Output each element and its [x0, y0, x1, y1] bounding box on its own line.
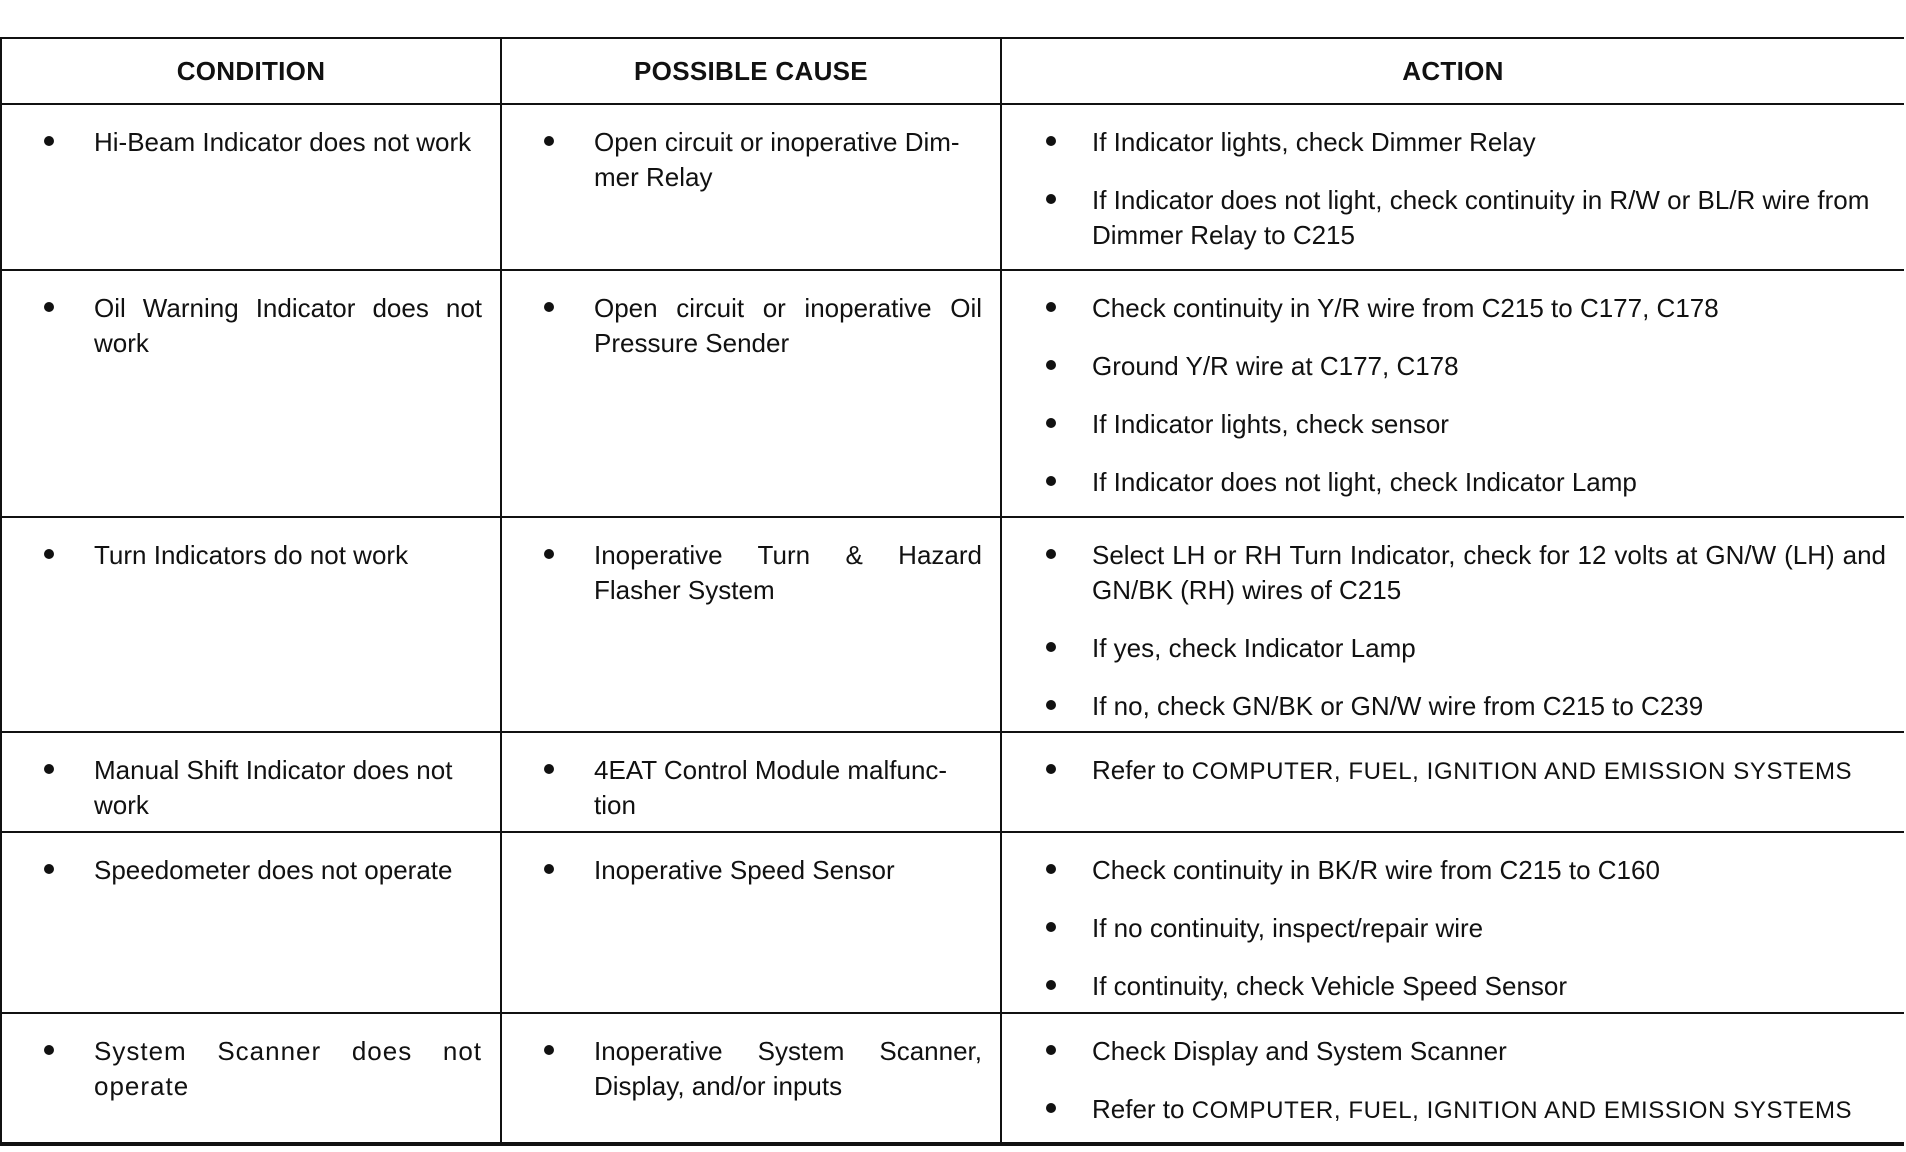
header-action: ACTION	[1002, 39, 1904, 105]
list-item	[1002, 753, 1904, 789]
action-cell	[1002, 271, 1904, 518]
bullet-icon	[1046, 418, 1056, 428]
bullet-icon	[544, 1045, 554, 1055]
condition-text: Speedometer does not operate	[94, 855, 453, 885]
cause-cell	[502, 271, 1002, 518]
bullet-icon	[1046, 864, 1056, 874]
list-item	[1002, 465, 1904, 500]
bullet-icon	[1046, 764, 1056, 774]
bullet-icon	[1046, 194, 1056, 204]
bullet-icon	[1046, 302, 1056, 312]
list-item	[1002, 1034, 1904, 1069]
list-item	[1002, 1092, 1904, 1128]
action-cell	[1002, 833, 1904, 1014]
section-reference: COMPUTER, FUEL, IGNITION AND EMISSION SYSTEMS	[1191, 1097, 1853, 1124]
header-possible-cause: POSSIBLE CAUSE	[502, 39, 1002, 105]
list-item	[1002, 125, 1904, 160]
action-text: If Indicator does not light, check Indicator Lamp	[1092, 467, 1637, 497]
cause-cell	[502, 833, 1002, 1014]
list-item	[502, 291, 1000, 361]
action-text: Ground Y/R wire at C177, C178	[1092, 351, 1459, 381]
condition-cell	[0, 833, 502, 1014]
action-text: If yes, check Indicator Lamp	[1092, 633, 1416, 663]
cause-cell	[502, 733, 1002, 833]
list-item	[1002, 689, 1904, 724]
action-cell	[1002, 1014, 1904, 1146]
bullet-icon	[44, 764, 54, 774]
cause-text: Inoperative System Scanner, Display, and/or inputs	[594, 1036, 982, 1101]
bullet-icon	[1046, 360, 1056, 370]
condition-text: Turn Indicators do not work	[94, 540, 409, 570]
bullet-icon	[44, 549, 54, 559]
list-item	[2, 1034, 500, 1104]
list-item	[2, 753, 500, 823]
condition-cell	[0, 271, 502, 518]
bullet-icon	[1046, 1103, 1056, 1113]
bullet-icon	[544, 136, 554, 146]
section-reference: COMPUTER, FUEL, IGNITION AND EMISSION SYSTEMS	[1191, 758, 1853, 785]
bullet-icon	[544, 549, 554, 559]
list-item	[502, 853, 1000, 888]
action-cell	[1002, 105, 1904, 271]
bullet-icon	[544, 864, 554, 874]
list-item	[2, 853, 500, 888]
bullet-icon	[544, 764, 554, 774]
list-item	[502, 125, 1000, 195]
condition-cell	[0, 733, 502, 833]
bullet-icon	[544, 302, 554, 312]
action-cell	[1002, 733, 1904, 833]
cause-cell	[502, 1014, 1002, 1146]
list-item	[502, 753, 1000, 823]
bullet-icon	[1046, 1045, 1056, 1055]
action-text: Refer to	[1092, 755, 1185, 785]
condition-text: Hi-Beam Indicator does not work	[94, 127, 472, 157]
bullet-icon	[1046, 476, 1056, 486]
list-item	[1002, 349, 1904, 384]
bullet-icon	[44, 864, 54, 874]
bullet-icon	[1046, 700, 1056, 710]
list-item	[1002, 183, 1904, 253]
bullet-icon	[1046, 549, 1056, 559]
condition-text: Manual Shift Indicator does not work	[94, 755, 453, 820]
condition-cell	[0, 105, 502, 271]
list-item	[2, 125, 500, 160]
action-cell	[1002, 518, 1904, 733]
cause-text: Inoperative Turn & Hazard Flasher System	[594, 540, 982, 605]
bullet-icon	[1046, 980, 1056, 990]
bullet-icon	[44, 136, 54, 146]
condition-text: System Scanner does not operate	[94, 1036, 482, 1101]
cause-text: Inoperative Speed Sensor	[594, 855, 895, 885]
condition-cell	[0, 518, 502, 733]
action-text: Select LH or RH Turn Indicator, check for 12 volts at GN/W (LH) and GN/BK (RH) wires of C215	[1092, 540, 1886, 605]
list-item	[502, 538, 1000, 608]
list-item	[1002, 911, 1904, 946]
cause-text: 4EAT Control Module malfunc-tion	[594, 755, 948, 820]
list-item	[2, 538, 500, 573]
condition-text: Oil Warning Indicator does not work	[94, 293, 482, 358]
list-item	[1002, 291, 1904, 326]
bullet-icon	[44, 302, 54, 312]
action-text: If no continuity, inspect/repair wire	[1092, 913, 1484, 943]
action-text: If continuity, check Vehicle Speed Sensor	[1092, 971, 1568, 1001]
bullet-icon	[44, 1045, 54, 1055]
cause-text: Open circuit or inoperative Dim-mer Relay	[594, 127, 960, 192]
list-item	[1002, 853, 1904, 888]
cause-text: Open circuit or inoperative Oil Pressure Sender	[594, 293, 982, 358]
list-item	[1002, 407, 1904, 442]
list-item	[2, 291, 500, 361]
action-text: Refer to	[1092, 1094, 1185, 1124]
action-text: If Indicator lights, check sensor	[1092, 409, 1449, 439]
action-text: Check continuity in BK/R wire from C215 to C160	[1092, 855, 1660, 885]
action-text: If Indicator does not light, check continuity in R/W or BL/R wire from Dimmer Relay to C215	[1092, 185, 1870, 250]
action-text: If no, check GN/BK or GN/W wire from C215 to C239	[1092, 691, 1704, 721]
list-item	[1002, 631, 1904, 666]
cause-cell	[502, 518, 1002, 733]
cause-cell	[502, 105, 1002, 271]
list-item	[1002, 969, 1904, 1004]
action-text: If Indicator lights, check Dimmer Relay	[1092, 127, 1536, 157]
troubleshooting-table	[0, 37, 1904, 1144]
list-item	[502, 1034, 1000, 1104]
header-condition: CONDITION	[0, 39, 502, 105]
action-text: Check continuity in Y/R wire from C215 to C177, C178	[1092, 293, 1719, 323]
bullet-icon	[1046, 136, 1056, 146]
bullet-icon	[1046, 642, 1056, 652]
bullet-icon	[1046, 922, 1056, 932]
action-text: Check Display and System Scanner	[1092, 1036, 1507, 1066]
list-item	[1002, 538, 1904, 608]
condition-cell	[0, 1014, 502, 1146]
